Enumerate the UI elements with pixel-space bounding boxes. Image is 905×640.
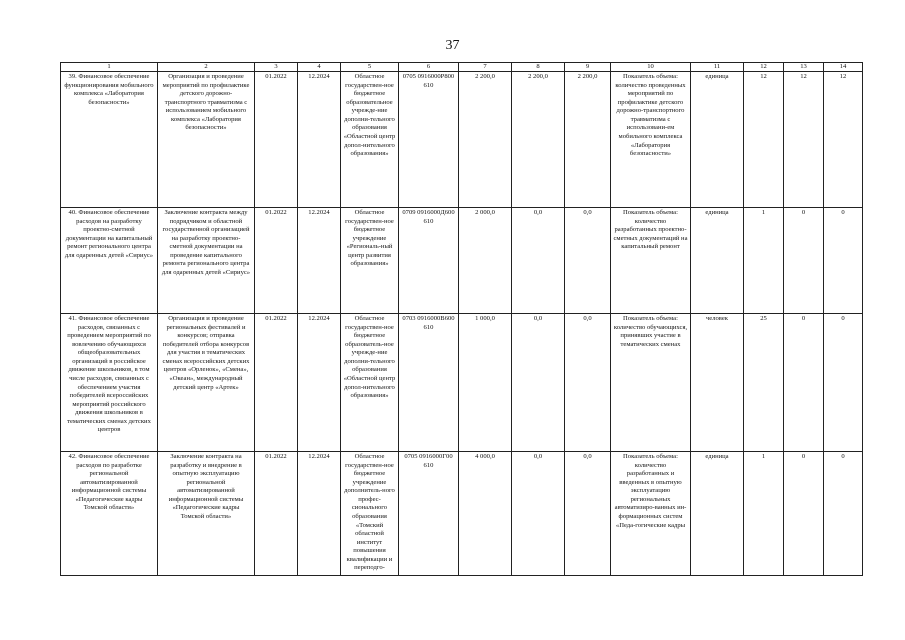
indicator-value: 1: [744, 208, 784, 314]
funding-2023: 0,0: [512, 314, 565, 452]
activity-name: 40. Финансовое обеспечение расходов на разработку проектно-сметной документации на капитальный ремонт регионального центра для одаренных детей «Сириус»: [61, 208, 158, 314]
indicator-value: 0: [824, 452, 863, 576]
column-number: 8: [512, 63, 565, 72]
column-number: 14: [824, 63, 863, 72]
end-date: 12.2024: [298, 208, 341, 314]
unit: единица: [691, 208, 744, 314]
program-table: [60, 62, 863, 576]
funding-total: 2 200,0: [459, 72, 512, 208]
unit: единица: [691, 72, 744, 208]
budget-code: 0709 0916000Д600 610: [399, 208, 459, 314]
column-number: 3: [255, 63, 298, 72]
column-number: 5: [341, 63, 399, 72]
column-number-row: [61, 63, 863, 72]
indicator-value: 25: [744, 314, 784, 452]
funding-total: 1 000,0: [459, 314, 512, 452]
indicator-value: 12: [784, 72, 824, 208]
budget-code: 0705 0916000Г00 610: [399, 452, 459, 576]
activity-name: 41. Финансовое обеспечение расходов, связанных с проведением мероприятий по вовлечению обучающихся общеобразовательных организаций в российское движение школьников, в том числе расходов, связанных с обеспечением участия победителей всероссийских мероприятий российского движения школьников в тематических сменах детских центров: [61, 314, 158, 452]
indicator-value: 0: [824, 208, 863, 314]
unit: единица: [691, 452, 744, 576]
unit: человек: [691, 314, 744, 452]
funding-total: 4 000,0: [459, 452, 512, 576]
column-number: 1: [61, 63, 158, 72]
indicator: Показатель объема: количество проведенных мероприятий по профилактике детского дорожно-транспортного травматизма с использовани-ем мобильного комплекса «Лаборатория безопасности»: [611, 72, 691, 208]
activity-event: Организация и проведение мероприятий по профилактике детского дорожно-транспортного травматизма с использованием мобильного комплекса «Лаборатория безопасности»: [158, 72, 255, 208]
activity-name: 42. Финансовое обеспечение расходов по разработке региональной автоматизированной информационной системы «Педагогические кадры Томской области»: [61, 452, 158, 576]
table-row: [61, 72, 863, 208]
column-number: 13: [784, 63, 824, 72]
start-date: 01.2022: [255, 72, 298, 208]
page-number: 37: [445, 38, 460, 53]
end-date: 12.2024: [298, 72, 341, 208]
indicator-value: 0: [784, 452, 824, 576]
indicator-value: 0: [784, 208, 824, 314]
executor: Областное государствен-ное бюджетное образовательное учрежде-ние дополни-тельного образования «Областной центр допол-нительного образования»: [341, 72, 399, 208]
indicator-value: 12: [744, 72, 784, 208]
column-number: 4: [298, 63, 341, 72]
funding-2024: 2 200,0: [565, 72, 611, 208]
funding-2024: 0,0: [565, 208, 611, 314]
indicator-value: 0: [784, 314, 824, 452]
indicator: Показатель объема: количество разработанных проектно-сметных документаций на капитальный ремонт: [611, 208, 691, 314]
column-number: 7: [459, 63, 512, 72]
column-number: 12: [744, 63, 784, 72]
funding-2023: 0,0: [512, 208, 565, 314]
column-number: 6: [399, 63, 459, 72]
budget-code: 0705 0916000Р800 610: [399, 72, 459, 208]
start-date: 01.2022: [255, 208, 298, 314]
activity-event: Организация и проведение региональных фестивалей и конкурсов; отправка победителей отбора конкурсов для участия в тематических сменах всероссийских детских центров «Орленок», «Смена», «Океан», международный детский центр «Артек»: [158, 314, 255, 452]
activity-name: 39. Финансовое обеспечение функционирования мобильного комплекса «Лаборатория безопасности»: [61, 72, 158, 208]
activity-event: Заключение контракта между подрядчиком и областной государственной организацией на разработку проектно-сметной документации на проведение капитального ремонта регионального центра для одаренных детей «Сириус»: [158, 208, 255, 314]
budget-code: 0703 0916000В600 610: [399, 314, 459, 452]
column-number: 9: [565, 63, 611, 72]
table-row: [61, 208, 863, 314]
funding-2024: 0,0: [565, 314, 611, 452]
start-date: 01.2022: [255, 314, 298, 452]
table-row: [61, 452, 863, 576]
indicator-value: 12: [824, 72, 863, 208]
end-date: 12.2024: [298, 314, 341, 452]
executor: Областное государствен-ное бюджетное образователь-ное учрежде-ние дополни-тельного образования «Областной центр допол-нительного образования»: [341, 314, 399, 452]
indicator-value: 0: [824, 314, 863, 452]
column-number: 11: [691, 63, 744, 72]
executor: Областное государствен-ное бюджетное учреждение дополнитель-ного профес-сионального образования «Томский областной институт повышения квалификации и переподго-: [341, 452, 399, 576]
indicator: Показатель объема: количество обучающихся, принявших участие в тематических сменах: [611, 314, 691, 452]
column-number: 2: [158, 63, 255, 72]
indicator: Показатель объема: количество разработанных и введенных в опытную эксплуатацию региональных автоматизиро-ванных ин-формационных систем «Педа-гогические кадры: [611, 452, 691, 576]
funding-2024: 0,0: [565, 452, 611, 576]
executor: Областное государствен-ное бюджетное учреждение «Региональ-ный центр развития образования»: [341, 208, 399, 314]
funding-total: 2 000,0: [459, 208, 512, 314]
indicator-value: 1: [744, 452, 784, 576]
table-row: [61, 314, 863, 452]
funding-2023: 2 200,0: [512, 72, 565, 208]
funding-2023: 0,0: [512, 452, 565, 576]
activity-event: Заключение контракта на разработку и внедрение в опытную эксплуатацию региональной автоматизированной информационной системы «Педагогические кадры Томской области»: [158, 452, 255, 576]
end-date: 12.2024: [298, 452, 341, 576]
start-date: 01.2022: [255, 452, 298, 576]
column-number: 10: [611, 63, 691, 72]
